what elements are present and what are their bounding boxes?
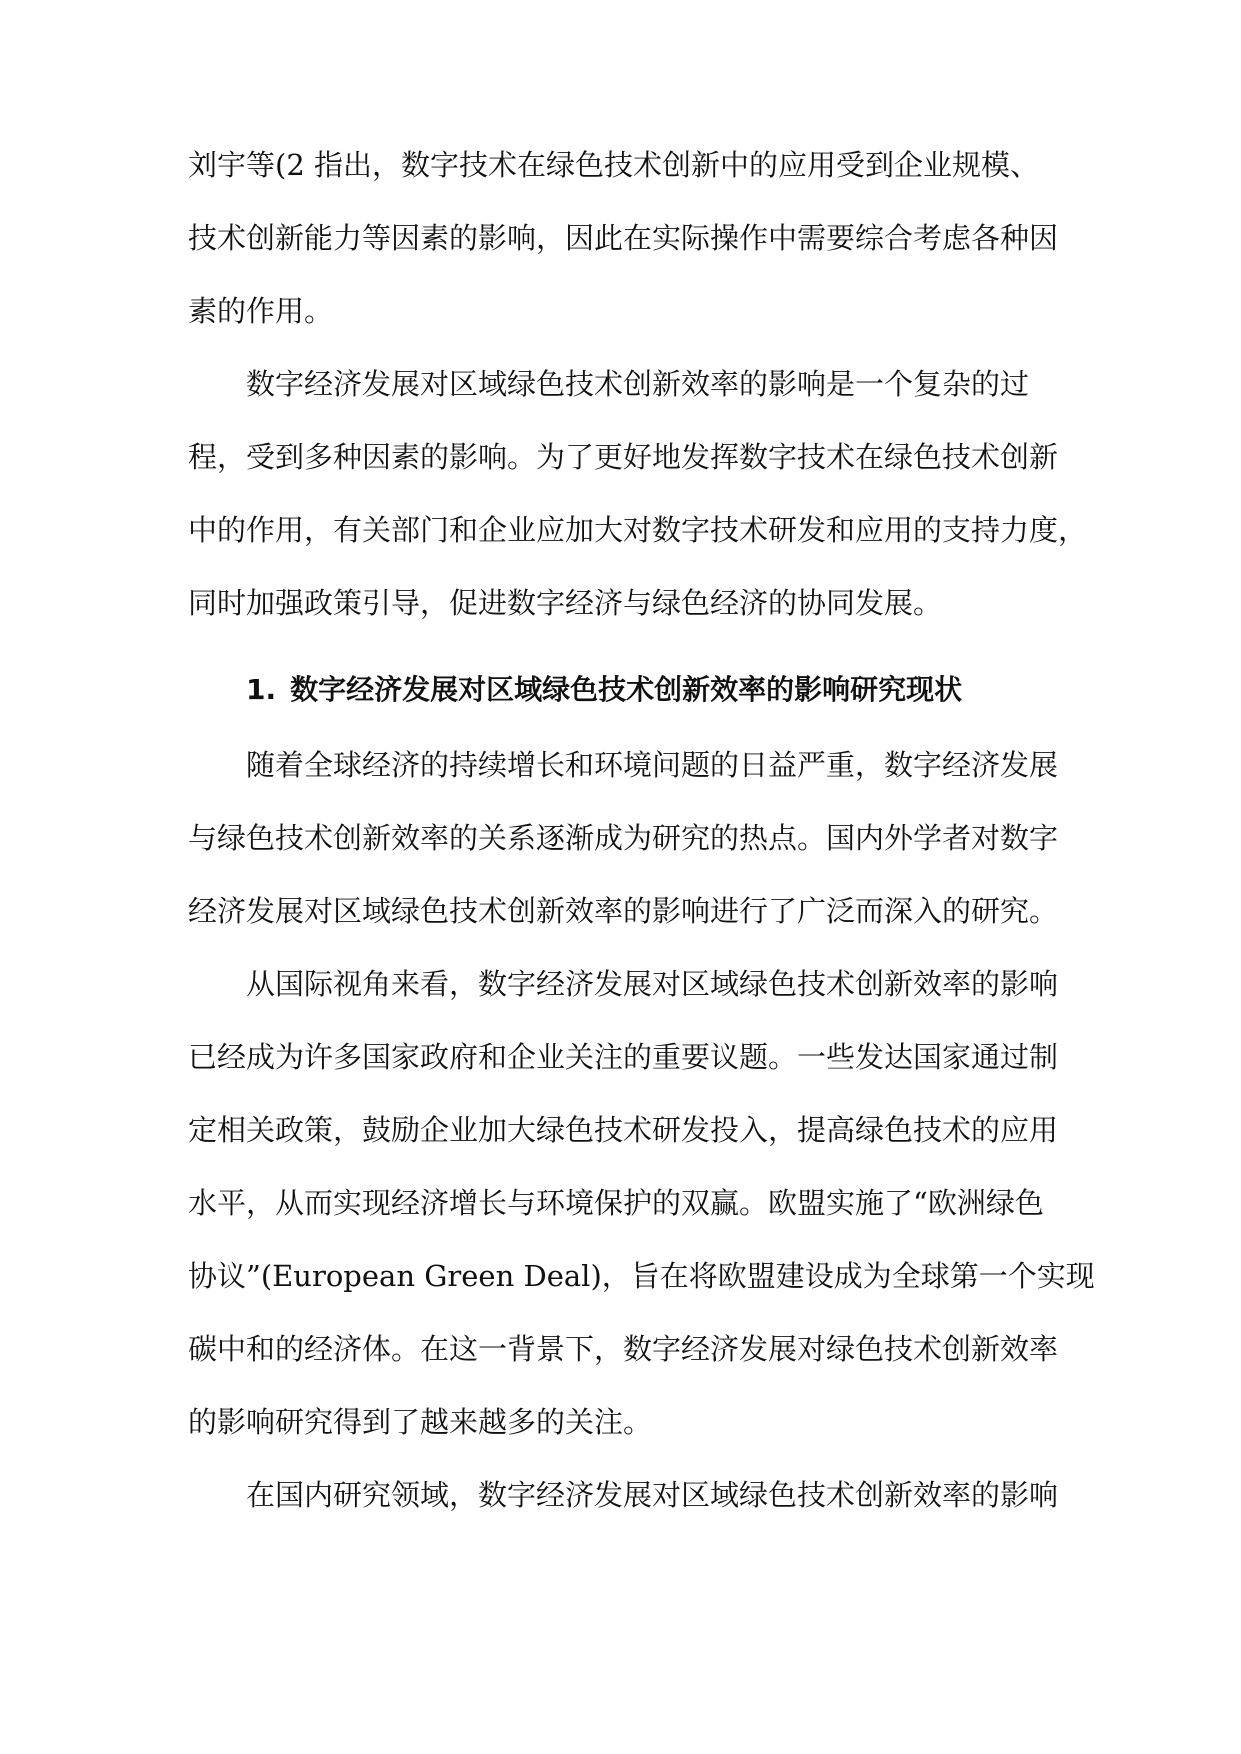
section-number: 1. (246, 673, 277, 706)
paragraph-2-line-3: 中的作用，有关部门和企业应加大对数字技术研发和应用的支持力度， (188, 513, 1088, 547)
section-paragraph-2-line-6: 碳中和的经济体。在这一背景下，数字经济发展对绿色技术创新效率 (188, 1332, 1059, 1366)
paragraph-1-line-1: 刘宇等(2 指出，数字技术在绿色技术创新中的应用受到企业规模、 (188, 148, 1039, 182)
paragraph-2-line-4: 同时加强政策引导，促进数字经济与绿色经济的协同发展。 (188, 586, 943, 620)
section-paragraph-2-line-1: 从国际视角来看，数字经济发展对区域绿色技术创新效率的影响 (246, 967, 1059, 1001)
paragraph-1-line-3: 素的作用。 (188, 294, 334, 328)
section-paragraph-1-line-2: 与绿色技术创新效率的关系逐渐成为研究的热点。国内外学者对数字 (188, 821, 1059, 855)
section-heading (246, 670, 962, 710)
section-paragraph-2-line-2: 已经成为许多国家政府和企业关注的重要议题。一些发达国家通过制 (188, 1040, 1059, 1074)
paragraph-2-line-2: 程，受到多种因素的影响。为了更好地发挥数字技术在绿色技术创新 (188, 440, 1059, 474)
section-paragraph-1-line-3: 经济发展对区域绿色技术创新效率的影响进行了广泛而深入的研究。 (188, 894, 1059, 928)
document-body (188, 0, 1095, 1754)
section-paragraph-2-line-7: 的影响研究得到了越来越多的关注。 (188, 1405, 653, 1439)
section-paragraph-2-line-4: 水平，从而实现经济增长与环境保护的双赢。欧盟实施了“欧洲绿色 (188, 1186, 1044, 1220)
section-paragraph-2-line-5: 协议”(European Green Deal)，旨在将欧盟建设成为全球第一个实现 (188, 1259, 1095, 1293)
paragraph-2-line-1: 数字经济发展对区域绿色技术创新效率的影响是一个复杂的过 (246, 367, 1030, 401)
paragraph-1-line-2: 技术创新能力等因素的影响，因此在实际操作中需要综合考虑各种因 (188, 221, 1059, 255)
section-paragraph-2-line-3: 定相关政策，鼓励企业加大绿色技术研发投入，提高绿色技术的应用 (188, 1113, 1059, 1147)
section-paragraph-3-line-1: 在国内研究领域，数字经济发展对区域绿色技术创新效率的影响 (246, 1478, 1059, 1512)
section-title: 数字经济发展对区域绿色技术创新效率的影响研究现状 (290, 673, 963, 706)
section-paragraph-1-line-1: 随着全球经济的持续增长和环境问题的日益严重，数字经济发展 (246, 748, 1059, 782)
